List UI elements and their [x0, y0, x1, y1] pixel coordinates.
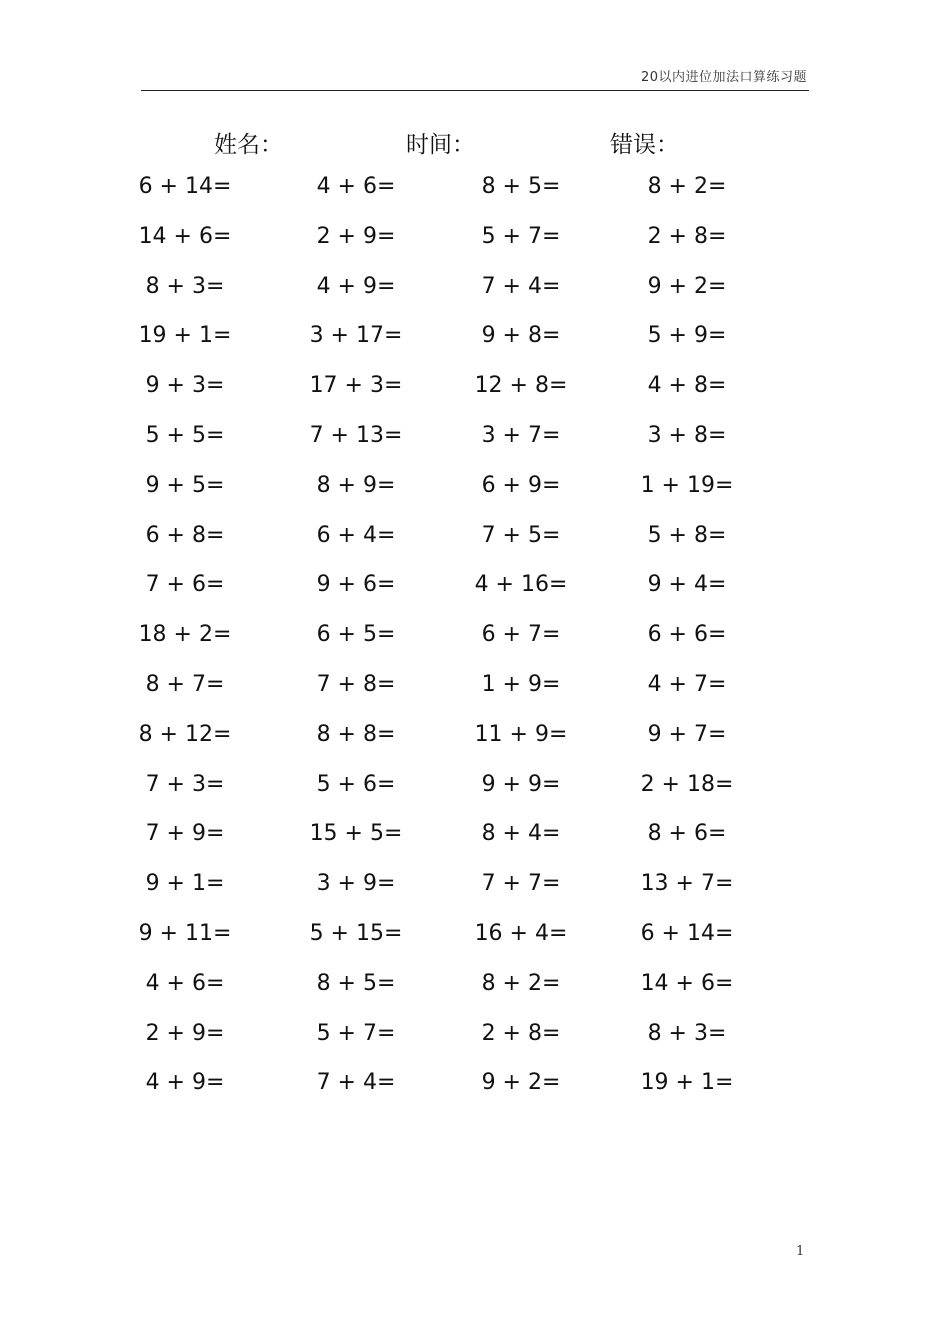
problem-item: 8 + 12=	[138, 721, 232, 747]
problem-row	[0, 714, 950, 764]
problem-item: 18 + 2=	[138, 622, 232, 648]
problem-item: 4 + 9=	[316, 273, 396, 299]
problem-item: 4 + 16=	[474, 572, 568, 598]
problem-item: 7 + 4=	[481, 273, 561, 299]
problem-item: 9 + 6=	[316, 572, 396, 598]
problem-item: 15 + 5=	[309, 821, 403, 847]
problem-row	[0, 166, 950, 216]
problem-row	[0, 216, 950, 266]
errors-label: 错误：	[610, 132, 679, 158]
problem-item: 7 + 8=	[316, 671, 396, 697]
problem-item: 6 + 9=	[481, 472, 561, 498]
problem-item: 5 + 15=	[309, 920, 403, 946]
problem-item: 8 + 6=	[647, 821, 727, 847]
problem-item: 9 + 2=	[647, 273, 727, 299]
problem-item: 7 + 9=	[145, 821, 225, 847]
problem-row	[0, 564, 950, 614]
problem-item: 3 + 8=	[647, 422, 727, 448]
problem-item: 8 + 8=	[316, 721, 396, 747]
problem-item: 9 + 1=	[145, 871, 225, 897]
problem-item: 3 + 17=	[309, 323, 403, 349]
problem-item: 19 + 1=	[640, 1070, 734, 1096]
problem-item: 2 + 9=	[145, 1020, 225, 1046]
problem-item: 6 + 14=	[640, 920, 734, 946]
problem-item: 8 + 5=	[316, 970, 396, 996]
problem-row	[0, 614, 950, 664]
problem-item: 4 + 6=	[145, 970, 225, 996]
problem-item: 6 + 5=	[316, 622, 396, 648]
problem-row	[0, 315, 950, 365]
problem-item: 9 + 2=	[481, 1070, 561, 1096]
problem-item: 5 + 6=	[316, 771, 396, 797]
problem-row	[0, 515, 950, 565]
header-title: 20以内进位加法口算练习题	[640, 70, 807, 85]
problem-row	[0, 465, 950, 515]
problem-item: 9 + 7=	[647, 721, 727, 747]
problem-row	[0, 365, 950, 415]
problem-item: 1 + 19=	[640, 472, 734, 498]
page-header	[141, 64, 809, 91]
problem-item: 6 + 14=	[138, 174, 232, 199]
problem-row	[0, 813, 950, 863]
problem-item: 4 + 6=	[316, 174, 396, 199]
problem-item: 7 + 5=	[481, 522, 561, 548]
problem-item: 11 + 9=	[474, 721, 568, 747]
problem-item: 6 + 4=	[316, 522, 396, 548]
time-label: 时间：	[406, 132, 475, 158]
problem-item: 2 + 8=	[647, 223, 727, 249]
problem-item: 8 + 3=	[145, 273, 225, 299]
problem-item: 5 + 7=	[316, 1020, 396, 1046]
problem-item: 16 + 4=	[474, 920, 568, 946]
problem-row	[0, 415, 950, 465]
problem-item: 7 + 6=	[145, 572, 225, 598]
problem-row	[0, 266, 950, 316]
problem-item: 7 + 4=	[316, 1070, 396, 1096]
problem-item: 3 + 7=	[481, 422, 561, 448]
problem-item: 2 + 18=	[640, 771, 734, 797]
problem-item: 8 + 4=	[481, 821, 561, 847]
problem-item: 6 + 8=	[145, 522, 225, 548]
problem-item: 2 + 9=	[316, 223, 396, 249]
problem-item: 4 + 8=	[647, 373, 727, 399]
problem-item: 17 + 3=	[309, 373, 403, 399]
problem-item: 8 + 9=	[316, 472, 396, 498]
problem-item: 12 + 8=	[474, 373, 568, 399]
problem-row	[0, 664, 950, 714]
problem-item: 5 + 5=	[145, 422, 225, 448]
problem-item: 4 + 9=	[145, 1070, 225, 1096]
problem-item: 8 + 7=	[145, 671, 225, 697]
problem-item: 9 + 4=	[647, 572, 727, 598]
problem-item: 7 + 13=	[309, 422, 403, 448]
problem-item: 14 + 6=	[640, 970, 734, 996]
problem-row	[0, 863, 950, 913]
problem-row	[0, 1062, 950, 1112]
problem-item: 3 + 9=	[316, 871, 396, 897]
problem-row	[0, 1013, 950, 1063]
student-info-row	[0, 126, 950, 162]
problem-item: 19 + 1=	[138, 323, 232, 349]
problem-row	[0, 913, 950, 963]
problem-item: 4 + 7=	[647, 671, 727, 697]
problem-item: 9 + 3=	[145, 373, 225, 399]
problem-item: 9 + 11=	[138, 920, 232, 946]
problem-item: 8 + 2=	[647, 174, 727, 199]
problem-item: 5 + 8=	[647, 522, 727, 548]
page-number: 1	[796, 1244, 805, 1259]
problem-item: 8 + 2=	[481, 970, 561, 996]
problem-item: 5 + 9=	[647, 323, 727, 349]
problem-row	[0, 963, 950, 1013]
problem-item: 7 + 3=	[145, 771, 225, 797]
problem-row	[0, 764, 950, 814]
problem-item: 7 + 7=	[481, 871, 561, 897]
problem-item: 9 + 5=	[145, 472, 225, 498]
problem-item: 9 + 9=	[481, 771, 561, 797]
problem-item: 2 + 8=	[481, 1020, 561, 1046]
problem-item: 6 + 6=	[647, 622, 727, 648]
problem-item: 8 + 5=	[481, 174, 561, 199]
problem-grid	[0, 166, 950, 1112]
problem-item: 8 + 3=	[647, 1020, 727, 1046]
problem-item: 6 + 7=	[481, 622, 561, 648]
problem-item: 5 + 7=	[481, 223, 561, 249]
problem-item: 13 + 7=	[640, 871, 734, 897]
problem-item: 14 + 6=	[138, 223, 232, 249]
name-label: 姓名：	[214, 132, 283, 158]
problem-item: 9 + 8=	[481, 323, 561, 349]
problem-item: 1 + 9=	[481, 671, 561, 697]
